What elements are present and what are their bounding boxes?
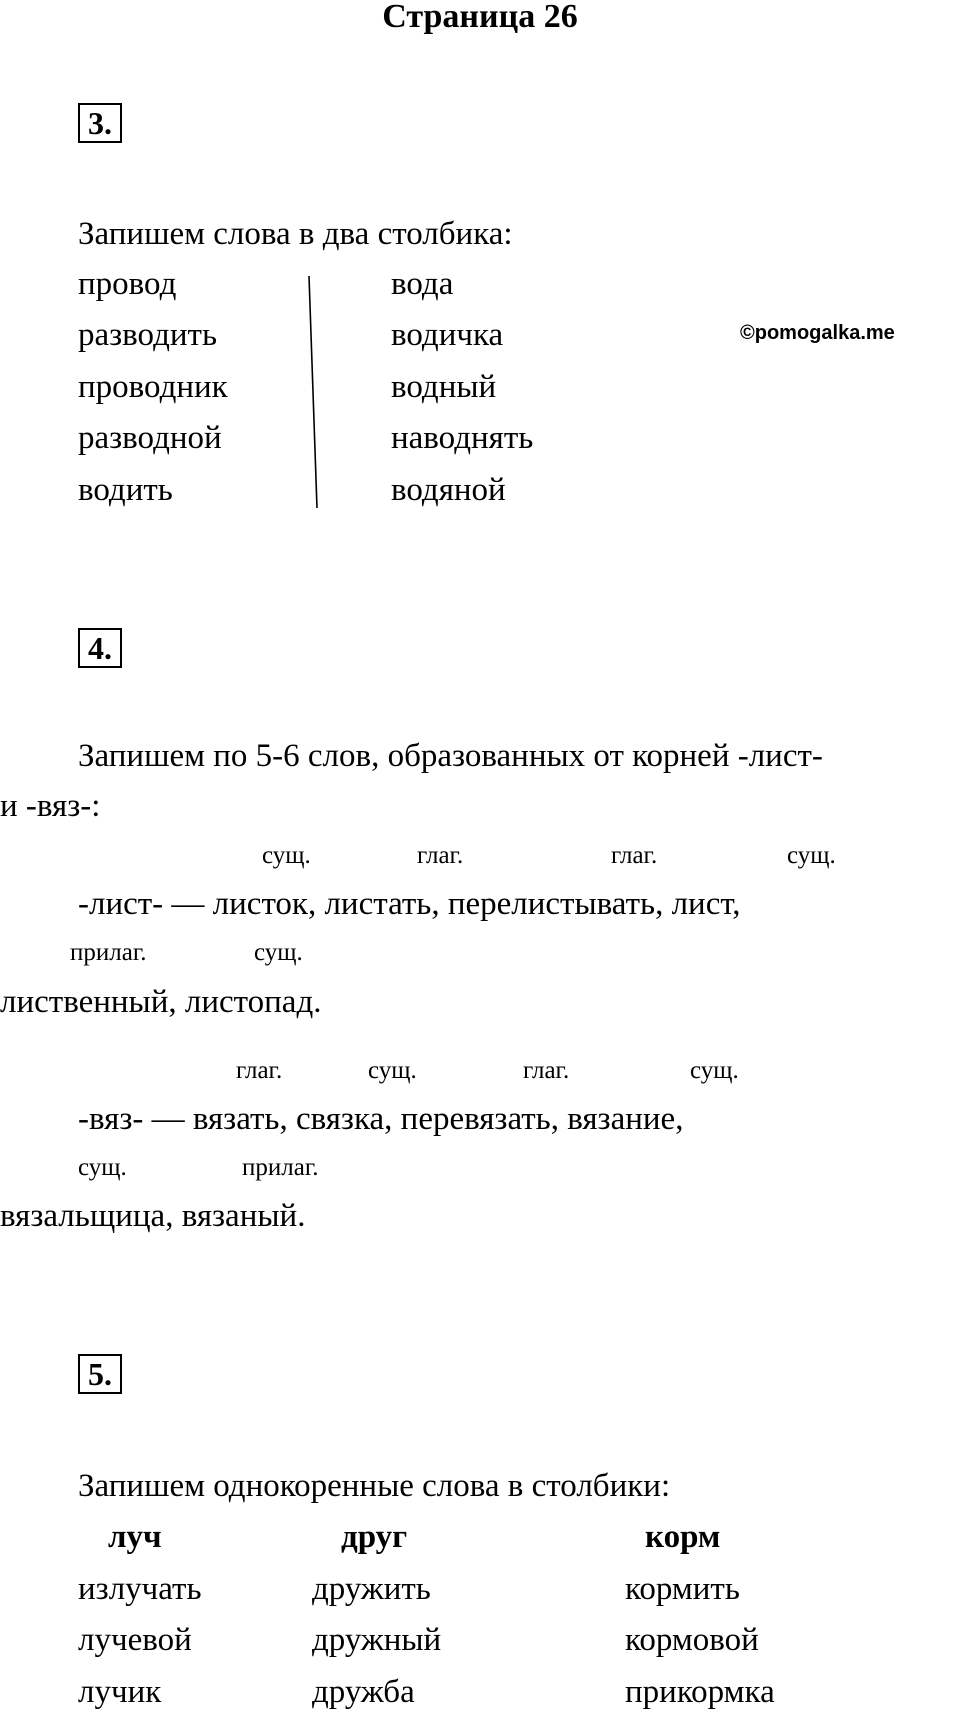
ex5-word: дружба xyxy=(312,1674,415,1710)
exercise-number-3: 3. xyxy=(78,103,122,143)
column-header-korm: корм xyxy=(645,1519,721,1555)
pos-tag: сущ. xyxy=(690,1057,739,1084)
ex3-left-word: разводной xyxy=(78,420,222,456)
ex3-left-word: провод xyxy=(78,266,177,302)
ex3-right-word: водичка xyxy=(391,317,504,353)
ex5-word: кормовой xyxy=(625,1622,759,1658)
ex5-word: дружный xyxy=(312,1622,442,1658)
watermark: ©pomogalka.me xyxy=(740,322,895,344)
ex5-word: лучевой xyxy=(78,1622,192,1658)
ex3-left-word: водить xyxy=(78,472,173,508)
root-list-line1: -лист- — листок, листать, перелистывать, лист, xyxy=(78,886,741,922)
pos-tag: сущ. xyxy=(254,939,303,966)
ex3-right-word: наводнять xyxy=(391,420,534,456)
ex3-right-word: водяной xyxy=(391,472,506,508)
pos-tag: прилаг. xyxy=(242,1154,319,1181)
pos-tag: глаг. xyxy=(523,1057,570,1084)
pos-tag: глаг. xyxy=(236,1057,283,1084)
pos-tag: сущ. xyxy=(262,842,311,869)
column-header-drug: друг xyxy=(341,1519,408,1555)
ex5-word: кормить xyxy=(625,1571,740,1607)
pos-tag: глаг. xyxy=(611,842,658,869)
ex5-word: дружить xyxy=(312,1571,431,1607)
root-vyaz-line2: вязальщица, вязаный. xyxy=(0,1198,306,1234)
pos-tag: глаг. xyxy=(417,842,464,869)
ex3-right-word: водный xyxy=(391,369,497,405)
root-list-line2: лиственный, листопад. xyxy=(0,984,322,1020)
ex5-word: излучать xyxy=(78,1571,202,1607)
pos-tag: сущ. xyxy=(368,1057,417,1084)
exercise-number-5: 5. xyxy=(78,1354,122,1394)
page-title: Страница 26 xyxy=(382,0,578,35)
ex5-word: прикормка xyxy=(625,1674,775,1710)
ex3-left-word: проводник xyxy=(78,369,228,405)
exercise-4-intro-line1: Запишем по 5-6 слов, образованных от корней -лист- xyxy=(78,738,823,774)
ex3-left-word: разводить xyxy=(78,317,218,353)
pos-tag: сущ. xyxy=(787,842,836,869)
exercise-5-intro: Запишем однокоренные слова в столбики: xyxy=(78,1468,671,1504)
ex5-word: лучик xyxy=(78,1674,162,1710)
column-header-luch: луч xyxy=(108,1519,162,1555)
root-vyaz-line1: -вяз- — вязать, связка, перевязать, вязание, xyxy=(78,1101,684,1137)
pos-tag: сущ. xyxy=(78,1154,127,1181)
exercise-number-4: 4. xyxy=(78,628,122,668)
ex3-right-word: вода xyxy=(391,266,454,302)
exercise-4-intro-line2: и -вяз-: xyxy=(0,788,101,824)
pos-tag: прилаг. xyxy=(70,939,147,966)
exercise-3-intro: Запишем слова в два столбика: xyxy=(78,216,513,252)
